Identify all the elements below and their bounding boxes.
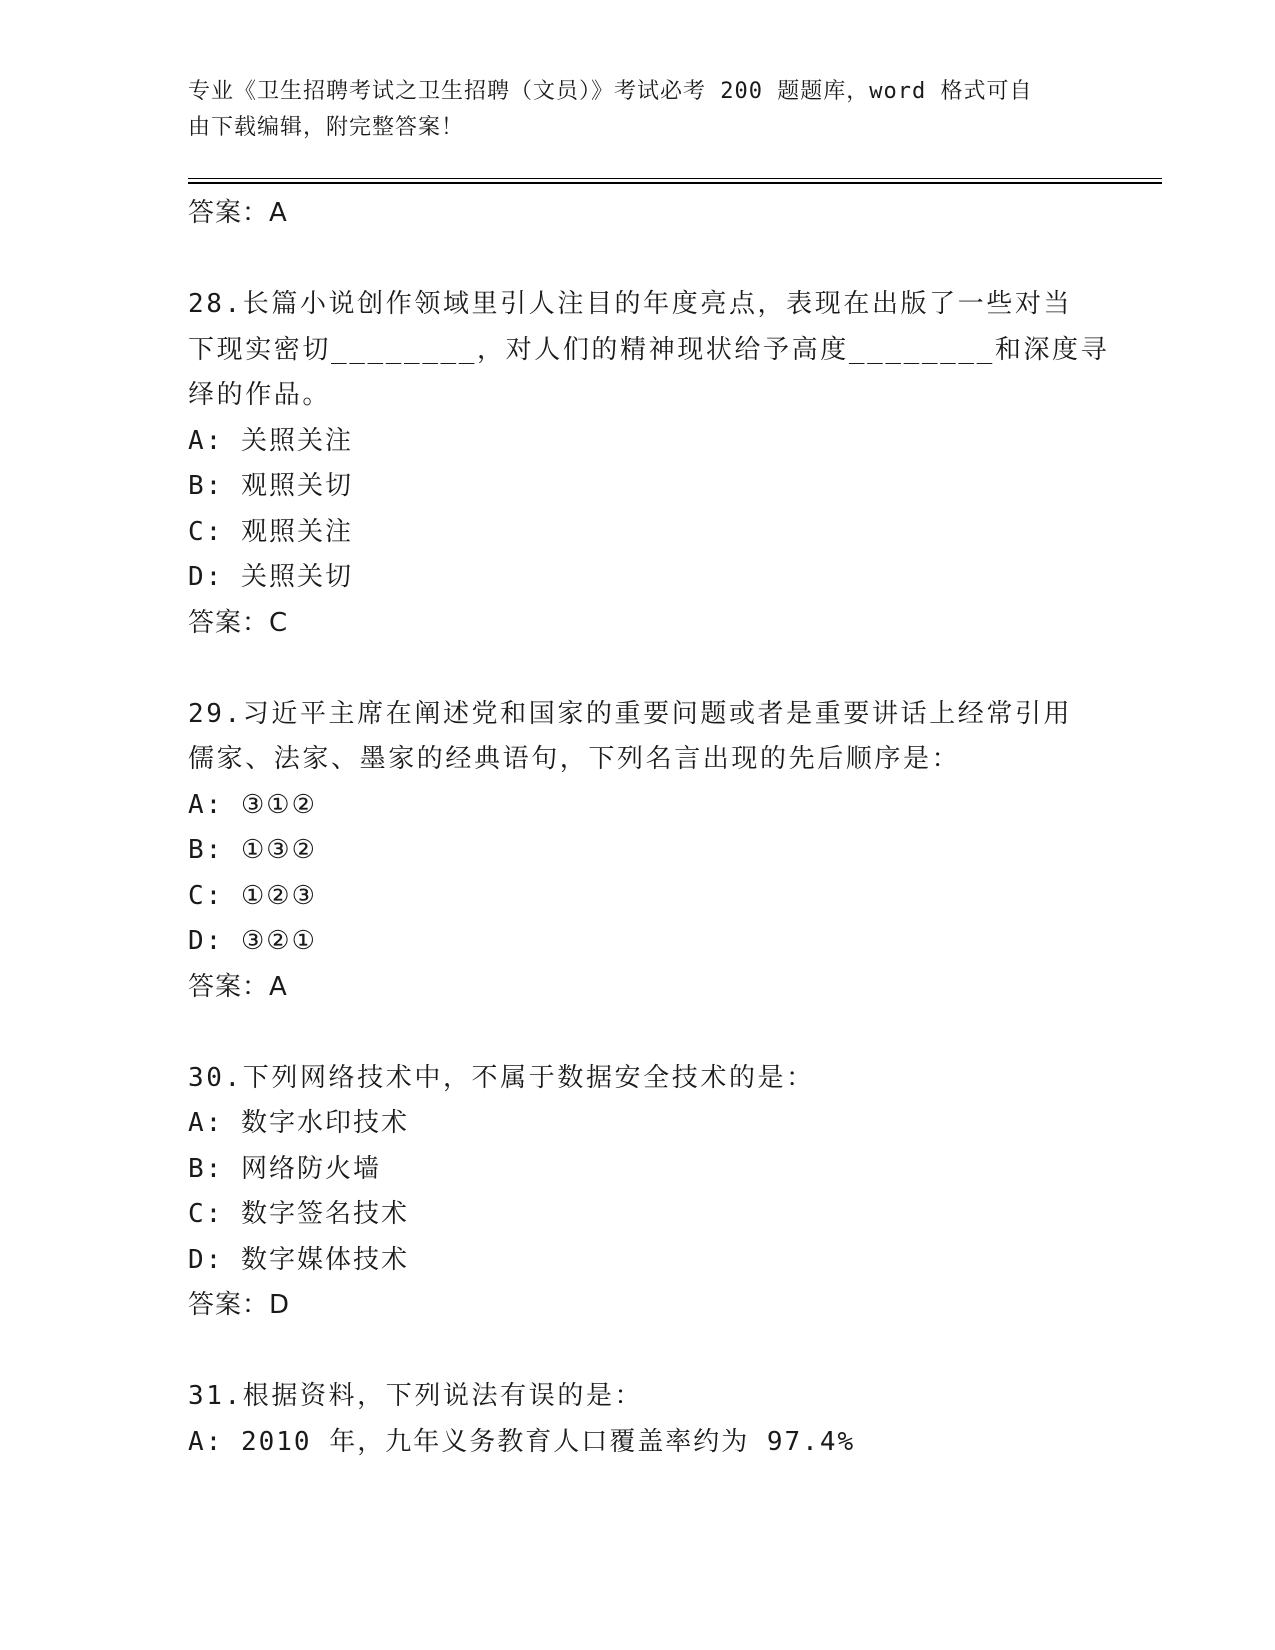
stem-line: 29.习近平主席在阐述党和国家的重要问题或者是重要讲话上经常引用 <box>188 698 1073 729</box>
option-b: B: ①③② <box>188 835 317 865</box>
question-31 <box>188 1374 1108 1465</box>
header-divider-thin <box>188 178 1162 179</box>
stem-line: 下现实密切________，对人们的精神现状给予高度________和深度寻 <box>188 334 1110 365</box>
option-d: D: ③②① <box>188 926 317 956</box>
document-header <box>188 74 1068 146</box>
header-line-1: 专业《卫生招聘考试之卫生招聘（文员）》考试必考 200 题题库，word 格式可自 <box>188 79 1033 104</box>
stem-line: 绎的作品。 <box>188 380 332 410</box>
question-28 <box>188 282 1108 646</box>
question-list <box>188 191 1108 1465</box>
option-a: A: 数字水印技术 <box>188 1108 409 1138</box>
stem-line: 儒家、法家、墨家的经典语句，下列名言出现的先后顺序是： <box>188 744 961 774</box>
option-a: A: ③①② <box>188 789 317 820</box>
option-d: D: 关照关切 <box>188 562 353 592</box>
question-29 <box>188 692 1108 1011</box>
option-a: A: 关照关注 <box>188 425 353 456</box>
stem-line: 31.根据资料，下列说法有误的是： <box>188 1381 644 1411</box>
header-line-2: 由下载编辑，附完整答案！ <box>188 115 465 140</box>
stem-line: 28.长篇小说创作领域里引人注目的年度亮点，表现在出版了一些对当 <box>188 289 1073 319</box>
question-30 <box>188 1056 1108 1329</box>
option-a: A: 2010 年，九年义务教育人口覆盖率约为 97.4% <box>188 1426 856 1457</box>
spacer <box>188 237 1108 283</box>
option-c: C: 观照关注 <box>188 516 353 547</box>
option-b: B: 观照关切 <box>188 471 353 501</box>
question-stem <box>188 282 1108 419</box>
option-c: C: 数字签名技术 <box>188 1199 409 1229</box>
header-divider-thick <box>188 182 1162 184</box>
spacer <box>188 1329 1108 1375</box>
option-c: C: ①②③ <box>188 880 317 911</box>
option-b: B: 网络防火墙 <box>188 1153 381 1184</box>
question-stem <box>188 1374 1108 1420</box>
question-stem <box>188 692 1108 783</box>
answer-line: 答案：A <box>188 198 288 228</box>
spacer <box>188 646 1108 692</box>
option-d: D: 数字媒体技术 <box>188 1244 409 1275</box>
answer-line: 答案：A <box>188 971 288 1002</box>
question-stem <box>188 1056 1108 1102</box>
answer-line: 答案：D <box>188 1290 291 1320</box>
spacer <box>188 1010 1108 1056</box>
answer-line: 答案：C <box>188 607 289 638</box>
stem-line: 30.下列网络技术中，不属于数据安全技术的是： <box>188 1062 815 1093</box>
